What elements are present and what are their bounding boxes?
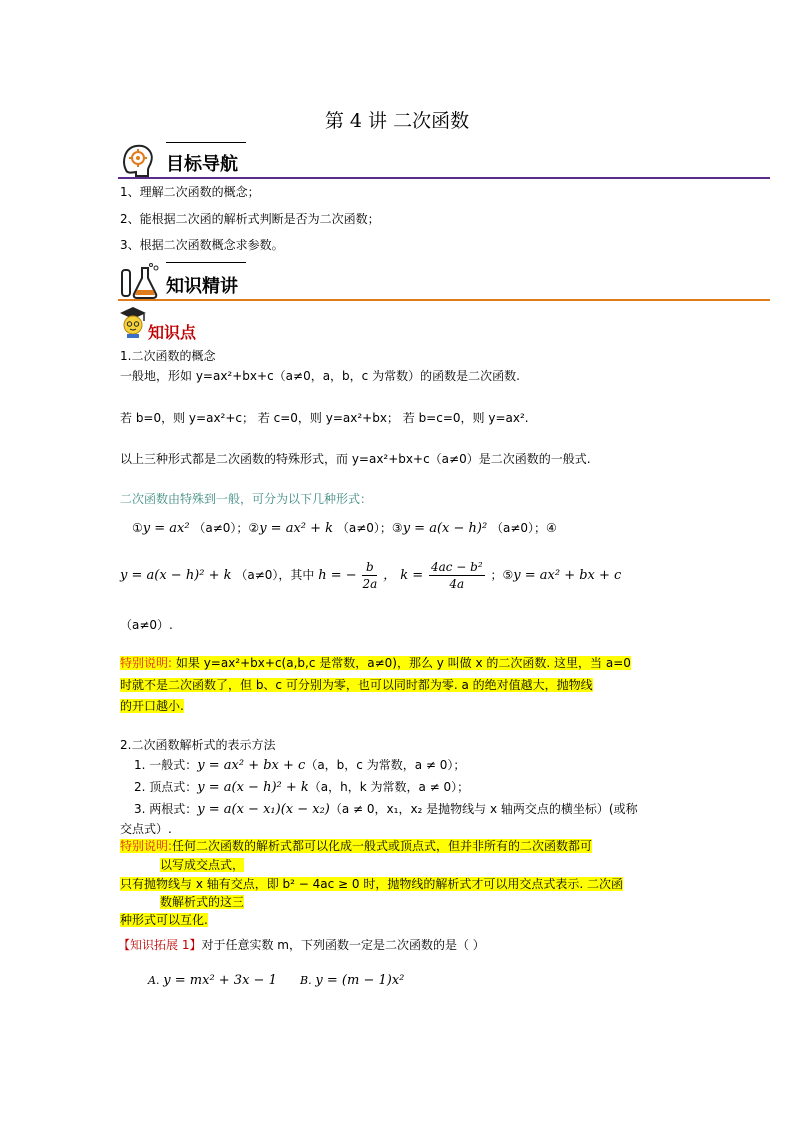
option-a[interactable]: A. y = mx² + 3x − 1 xyxy=(148,973,277,988)
note2-line-4: 数解析式的这三 xyxy=(160,895,245,909)
student-icon xyxy=(118,305,148,339)
note1-line-3: 的开口越小. xyxy=(120,699,184,713)
forms-intro: 二次函数由特殊到一般，可分为以下几种形式： xyxy=(120,492,373,506)
option-b[interactable]: B. y = (m − 1)x² xyxy=(300,973,405,988)
form-roots-cont: 交点式）. xyxy=(120,822,172,836)
knowledge-point-heading: 知识点 xyxy=(148,323,197,342)
section-rule-orange xyxy=(118,299,770,301)
fraction-h: $\frac{b}{2a}$ xyxy=(362,560,378,591)
note-label: 特别说明: xyxy=(120,656,173,670)
fraction-k: $\frac{\text{4ac − b²}}{4a}$ xyxy=(430,560,483,591)
note1-line-1: 特别说明: 如果 y=ax²+bx+c(a,b,c 是常数，a≠0)，那么 y 叫做 x 的二次函数. 这里，当 a=0 xyxy=(120,656,631,670)
extension-label: 【知识拓展 1】 xyxy=(118,938,202,952)
concept-general: 以上三种形式都是二次函数的特殊形式，而 y=ax²+bx+c（a≠0）是二次函数的一般式. xyxy=(120,452,591,466)
section-heading-knowledge: 知识精讲 xyxy=(166,276,238,297)
forms-line-1: ①y = ax² （a≠0）；②y = ax² + k （a≠0）；③y = a(x − h)² （a≠0）；④ xyxy=(132,521,557,536)
section-heading-goals: 目标导航 xyxy=(166,154,238,175)
note2-line-3: 只有抛物线与 x 轴有交点，即 b² − 4ac ≥ 0 时，抛物线的解析式才可以用交点式表示. 二次函 xyxy=(120,877,624,891)
section-top-rule xyxy=(166,262,246,263)
concept-definition: 一般地，形如 y=ax²+bx+c（a≠0，a，b，c 为常数）的函数是二次函数. xyxy=(120,369,520,383)
concept-special: 若 b=0，则 y=ax²+c； 若 c=0，则 y=ax²+bx； 若 b=c=0，则 y=ax². xyxy=(120,411,529,425)
form-vertex: 2. 顶点式：y = a(x − h)² + k（a，h，k 为常数，a ≠ 0）； xyxy=(134,780,470,795)
section-top-rule xyxy=(166,142,246,143)
goal-item: 1、理解二次函数的概念； xyxy=(120,185,260,199)
concept-heading: 1.二次函数的概念 xyxy=(120,349,216,363)
note1-line-2: 时就不是二次函数了，但 b、c 可分别为零，也可以同时都为零. a 的绝对值越大，抛物线 xyxy=(120,678,593,692)
goal-item: 2、能根据二次函的解析式判断是否为二次函数； xyxy=(120,212,380,226)
forms-heading: 2.二次函数解析式的表示方法 xyxy=(120,738,276,752)
note2-line-2: 以写成交点式， xyxy=(160,858,245,872)
forms-line-2: y = a(x − h)² + k （a≠0），其中 h = − $\frac{b}{2a}$ ， k = $\frac{\text{4ac − b²}}{4a}$ ；⑤y = ax² + bx + c xyxy=(120,560,622,591)
note2-line-1: 特别说明:任何二次函数的解析式都可以化成一般式或顶点式，但并非所有的二次函数都可 xyxy=(120,839,593,853)
note-label: 特别说明: xyxy=(120,839,173,853)
extension-question: 【知识拓展 1】对于任意实数 m，下列函数一定是二次函数的是（ ） xyxy=(118,938,485,952)
flask-icon xyxy=(118,262,162,300)
page-title: 第 4 讲 二次函数 xyxy=(324,110,470,132)
goal-item: 3、根据二次函数概念求参数。 xyxy=(120,238,284,252)
forms-line-3: （a≠0）. xyxy=(120,618,173,632)
note2-line-5: 种形式可以互化. xyxy=(120,913,208,927)
section-rule-purple xyxy=(118,177,770,179)
form-roots: 3. 两根式：y = a(x − x₁)(x − x₂)（a ≠ 0，x₁，x₂ 是抛物线与 x 轴两交点的横坐标）(或称 xyxy=(134,802,638,817)
brain-gear-icon xyxy=(118,140,158,180)
form-general: 1. 一般式：y = ax² + bx + c（a，b，c 为常数，a ≠ 0）； xyxy=(134,758,466,773)
